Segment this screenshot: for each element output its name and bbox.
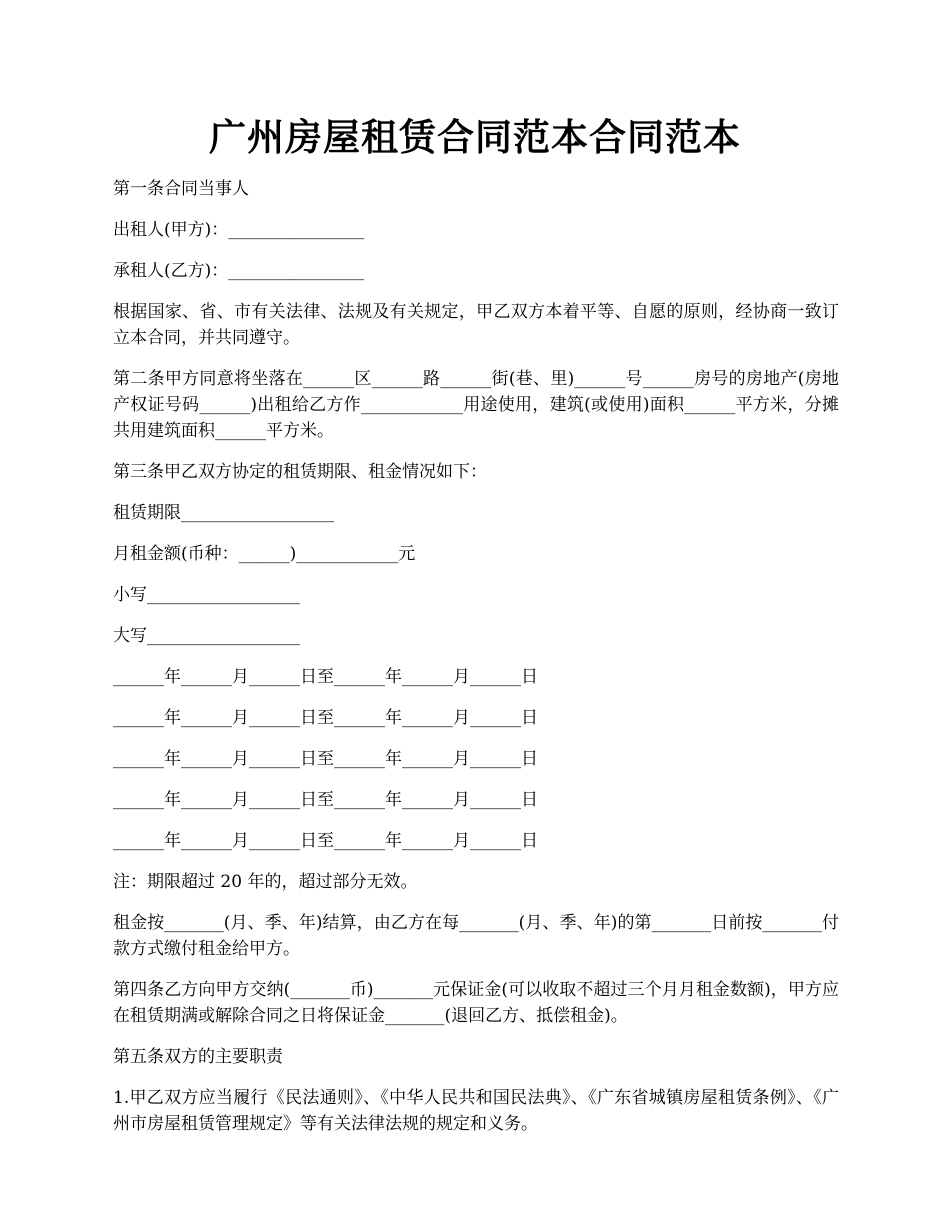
article-3-heading: 第三条甲乙双方协定的租赁期限、租金情况如下：	[113, 462, 487, 482]
lessor-line: 出租人(甲方)：________________	[113, 220, 365, 240]
preamble-paragraph: 根据国家、省、市有关法律、法规及有关规定，甲乙双方本着平等、自愿的原则，经协商一致订立本合同，并共同遵守。	[113, 302, 839, 348]
date-range-line: ______年______月______日至______年______月______日	[113, 831, 538, 851]
article-5-item-1: 1.甲乙双方应当履行《民法通则》、《中华人民共和国民法典》、《广东省城镇房屋租赁条例》、《广州市房屋租赁管理规定》等有关法律法规的规定和义务。	[113, 1088, 839, 1134]
article-5-heading: 第五条双方的主要职责	[113, 1047, 283, 1067]
date-range-line: ______年______月______日至______年______月______日	[113, 708, 538, 728]
date-range-line: ______年______月______日至______年______月______日	[113, 749, 538, 769]
article-1-heading: 第一条合同当事人	[113, 179, 249, 199]
rent-settlement-paragraph: 租金按_______(月、季、年)结算，由乙方在每_______(月、季、年)的第_______日前按_______付款方式缴付租金给甲方。	[113, 913, 839, 959]
lease-term-line: 租赁期限__________________	[113, 503, 334, 523]
article-2-paragraph: 第二条甲方同意将坐落在______区______路______街(巷、里)______号______房号的房地产(房地产权证号码______)出租给乙方作____________用途使用，建筑(或使用)面积______平方米，分摊共用建筑面积______平方米。	[113, 369, 839, 441]
amount-lowercase-line: 小写__________________	[113, 585, 300, 605]
date-range-line: ______年______月______日至______年______月______日	[113, 790, 538, 810]
date-range-line: ______年______月______日至______年______月______日	[113, 667, 538, 687]
lessee-line: 承租人(乙方)：________________	[113, 261, 365, 281]
article-4-paragraph: 第四条乙方向甲方交纳(_______币)_______元保证金(可以收取不超过三个月月租金数额)，甲方应在租赁期满或解除合同之日将保证金_______(退回乙方、抵偿租金)。	[113, 980, 839, 1026]
amount-uppercase-line: 大写__________________	[113, 626, 300, 646]
term-note: 注：期限超过 20 年的，超过部分无效。	[113, 872, 418, 892]
document-body	[113, 176, 839, 1152]
document-title: 广州房屋租赁合同范本合同范本	[209, 115, 741, 159]
monthly-rent-line: 月租金额(币种：______)____________元	[113, 544, 416, 564]
